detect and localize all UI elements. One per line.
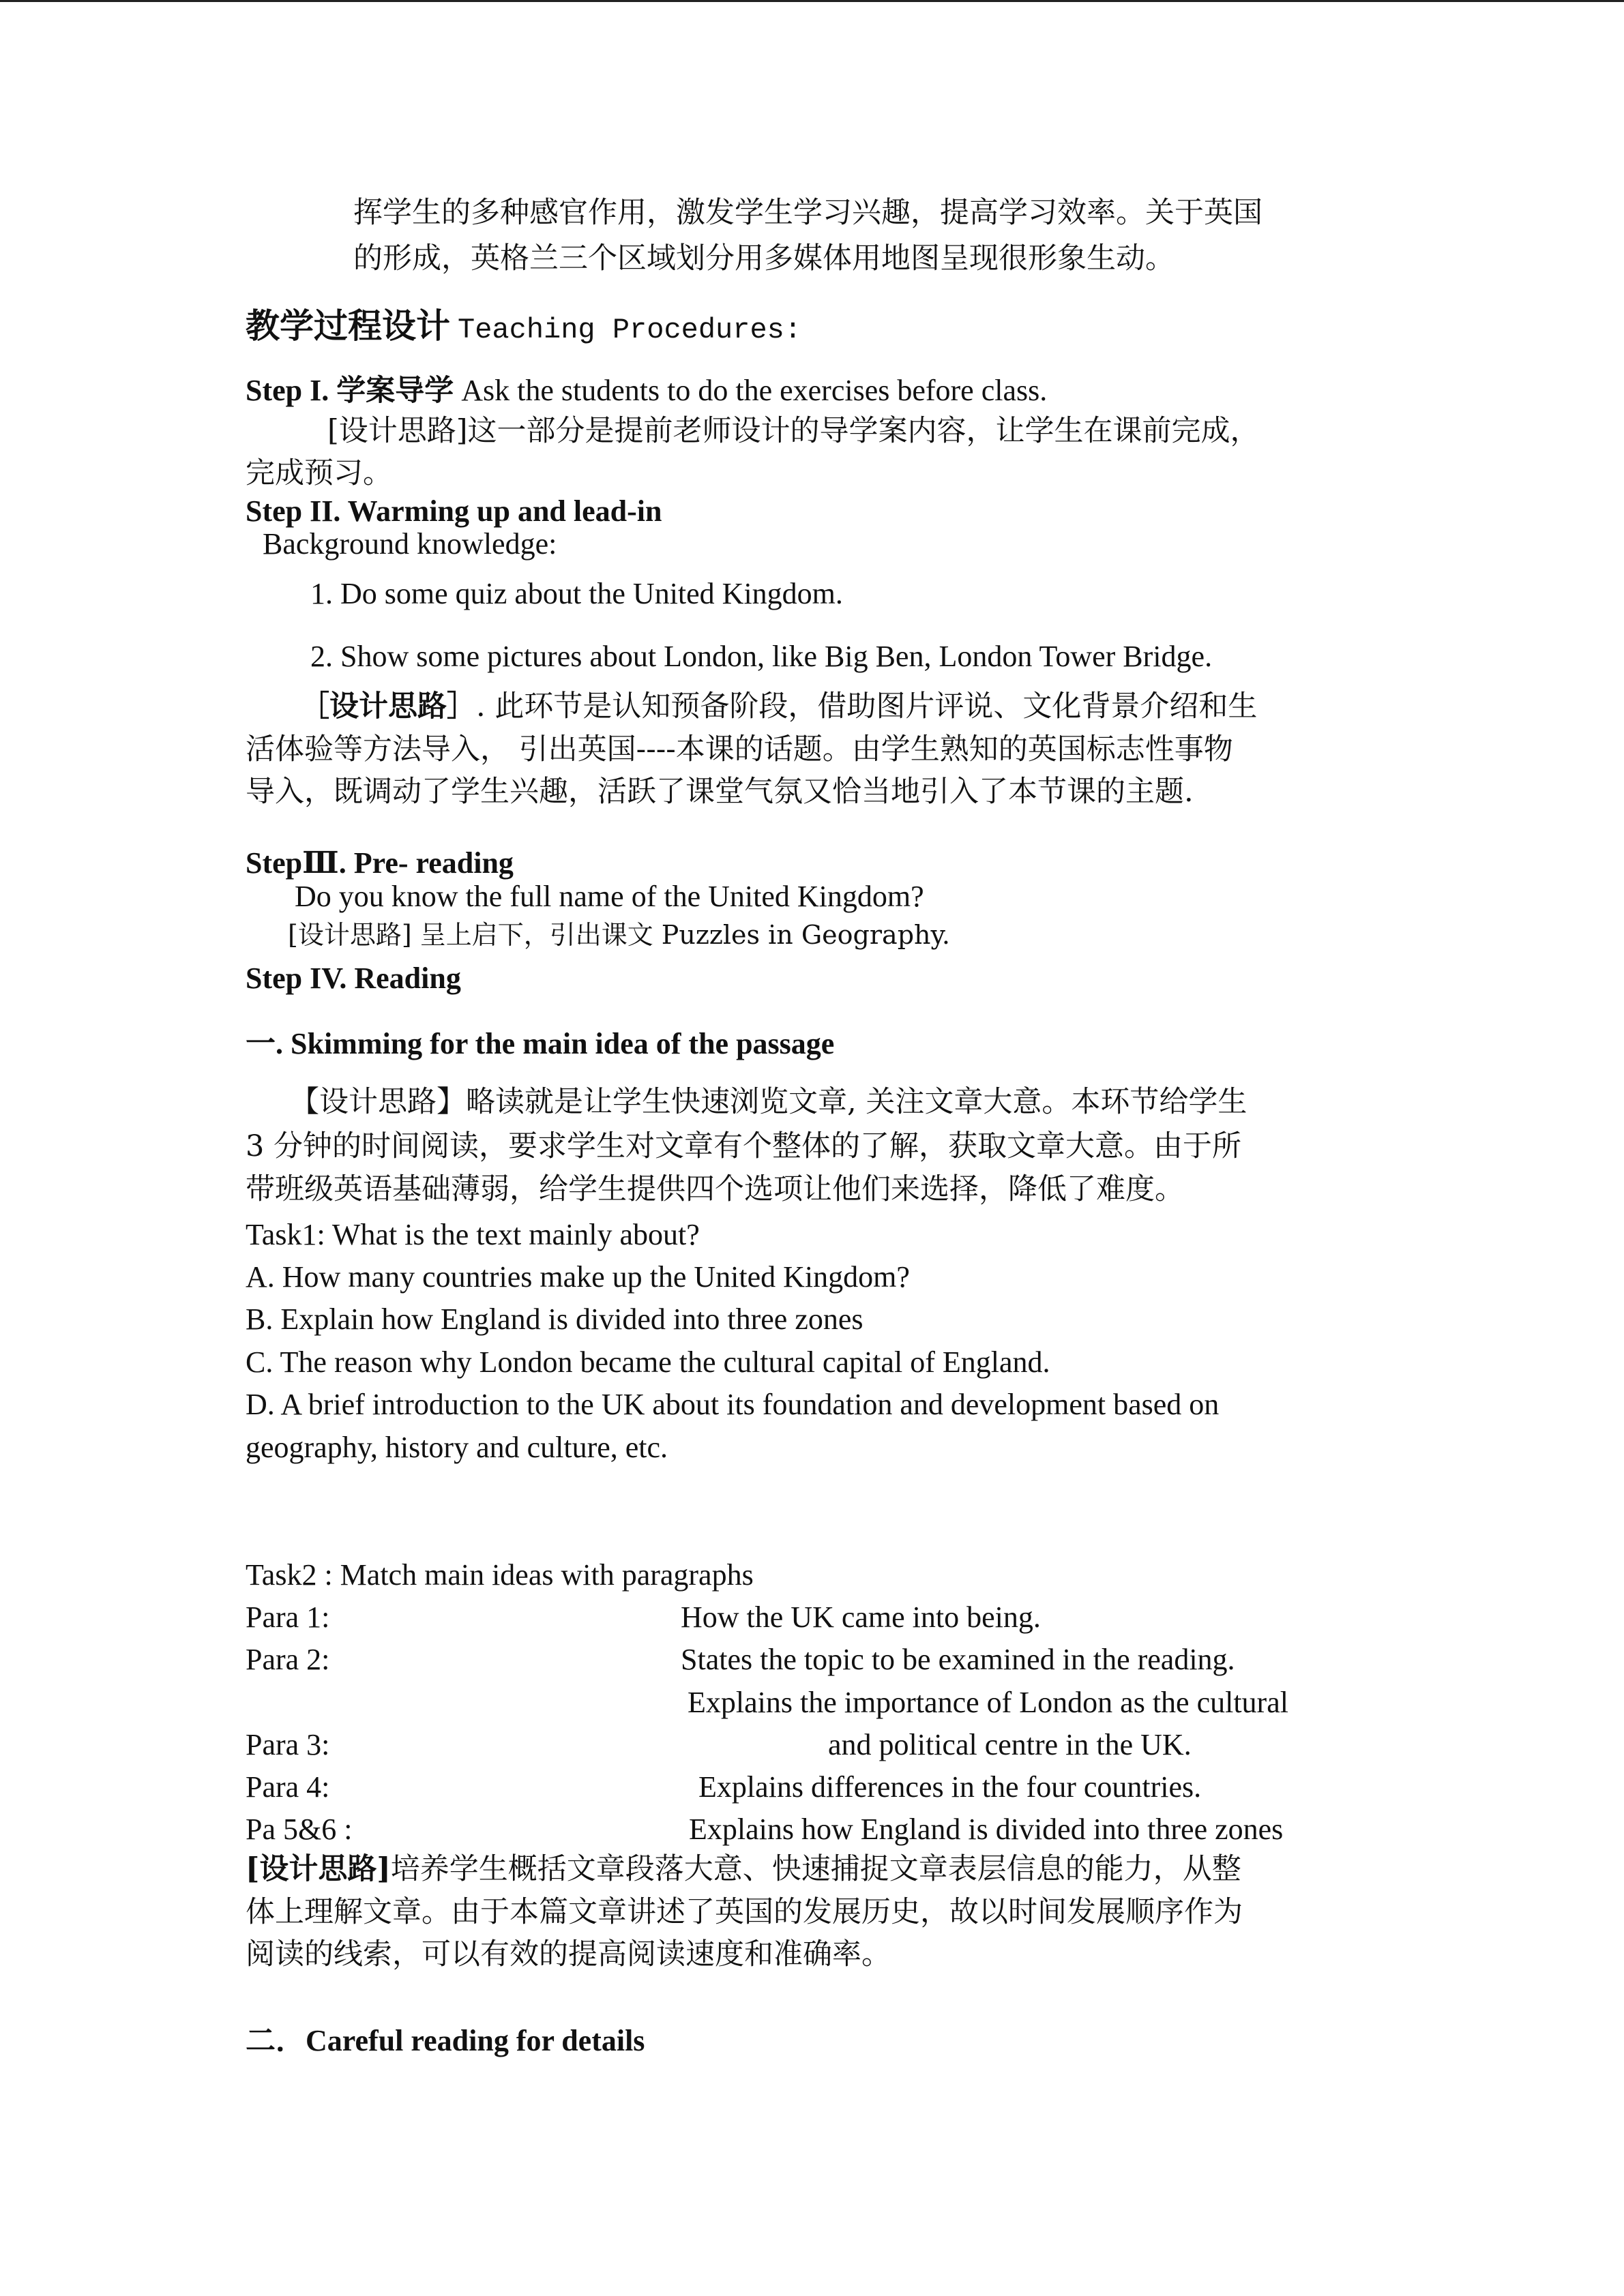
step2-heading: Step II. Warming up and lead-in — [246, 494, 662, 528]
task2-design-line-1 — [246, 1851, 1241, 1888]
skimming-design-line-3: 带班级英语基础薄弱，给学生提供四个选项让他们来选择，降低了难度。 — [246, 1172, 1184, 1206]
step2-background: Background knowledge: — [263, 527, 557, 561]
task1-option-b: B. Explain how England is divided into three zones — [246, 1302, 863, 1336]
step2-design-line-1 — [300, 689, 1257, 726]
task2-para-5-6: Pa 5&6 : — [246, 1813, 353, 1846]
task1-option-d: D. A brief introduction to the UK about its foundation and development based on — [246, 1388, 1220, 1421]
step3-design: [设计思路] 呈上启下，引出课文 Puzzles in Geography. — [288, 920, 950, 950]
procedures-title-en: Teaching Procedures: — [458, 314, 802, 346]
step2-design-label: ［设计思路］ — [300, 689, 476, 724]
procedures-title-cn: 教学过程设计 — [246, 305, 450, 346]
step3-heading: StepⅢ. Pre- reading — [246, 846, 514, 880]
step1-design-line-1: [设计思路]这一部分是提前老师设计的导学案内容，让学生在课前完成， — [327, 414, 1260, 448]
task2-para-2: Para 2: — [246, 1643, 330, 1676]
task2-design-text-1: 培养学生概括文章段落大意、快速捕捉文章表层信息的能力，从整 — [390, 1852, 1241, 1886]
task2-para-4: Para 4: — [246, 1770, 330, 1804]
procedures-title — [246, 305, 801, 348]
task2-idea-5: Explains how England is divided into three zones — [689, 1813, 1284, 1846]
step2-item-2: 2. Show some pictures about London, like Big Ben, London Tower Bridge. — [310, 640, 1213, 673]
task2-para-1: Para 1: — [246, 1600, 330, 1634]
step1-text: Ask the students to do the exercises before class. — [461, 374, 1048, 407]
task2-para-3: Para 3: — [246, 1728, 330, 1761]
intro-line-2: 的形成，英格兰三个区域划分用多媒体用地图呈现很形象生动。 — [353, 241, 1175, 275]
careful-heading: 二．Careful reading for details — [246, 2024, 645, 2057]
step4-heading: Step IV. Reading — [246, 961, 461, 995]
task2-idea-4: Explains differences in the four countries. — [698, 1770, 1202, 1804]
task2-design-line-3: 阅读的线索，可以有效的提高阅读速度和准确率。 — [246, 1937, 891, 1971]
task1-option-d-cont: geography, history and culture, etc. — [246, 1431, 668, 1464]
skimming-design-line-2: 3 分钟的时间阅读，要求学生对文章有个整体的了解，获取文章大意。由于所 — [246, 1129, 1242, 1163]
task2-idea-3: Explains the importance of London as the cultural — [688, 1686, 1288, 1719]
task1-option-a: A. How many countries make up the United Kingdom? — [246, 1260, 910, 1294]
step1-label-cn: 学案导学 — [336, 374, 454, 408]
step3-question: Do you know the full name of the United Kingdom? — [295, 880, 924, 913]
step2-design-text-1: . 此环节是认知预备阶段，借助图片评说、文化背景介绍和生 — [476, 689, 1258, 724]
step2-design-line-2: 活体验等方法导入， 引出英国----本课的话题。由学生熟知的英国标志性事物 — [246, 732, 1233, 766]
task2-idea-3-cont: and political centre in the UK. — [828, 1728, 1192, 1761]
step1-design-line-2: 完成预习。 — [246, 456, 392, 490]
step1-label: Step I. — [246, 374, 329, 407]
page-top-border — [0, 0, 1624, 2]
intro-line-1: 挥学生的多种感官作用，激发学生学习兴趣，提高学习效率。关于英国 — [353, 196, 1263, 230]
step1-line — [246, 372, 1047, 410]
task2-idea-1: How the UK came into being. — [681, 1600, 1041, 1634]
task2-title: Task2 : Match main ideas with paragraphs — [246, 1558, 754, 1592]
task2-design-label: [设计思路] — [246, 1852, 391, 1886]
task1-question: Task1: What is the text mainly about? — [246, 1218, 700, 1251]
step2-design-line-3: 导入，既调动了学生兴趣，活跃了课堂气氛又恰当地引入了本节课的主题. — [246, 775, 1194, 809]
step2-item-1: 1. Do some quiz about the United Kingdom. — [310, 577, 843, 610]
skimming-heading: 一. Skimming for the main idea of the passage — [246, 1027, 835, 1060]
task2-idea-2: States the topic to be examined in the reading. — [681, 1643, 1235, 1676]
skimming-design-line-1: 【设计思路】略读就是让学生快速浏览文章, 关注文章大意。本环节给学生 — [290, 1085, 1247, 1119]
task1-option-c: C. The reason why London became the cultural capital of England. — [246, 1345, 1050, 1379]
task2-design-line-2: 体上理解文章。由于本篇文章讲述了英国的发展历史，故以时间发展顺序作为 — [246, 1895, 1243, 1929]
